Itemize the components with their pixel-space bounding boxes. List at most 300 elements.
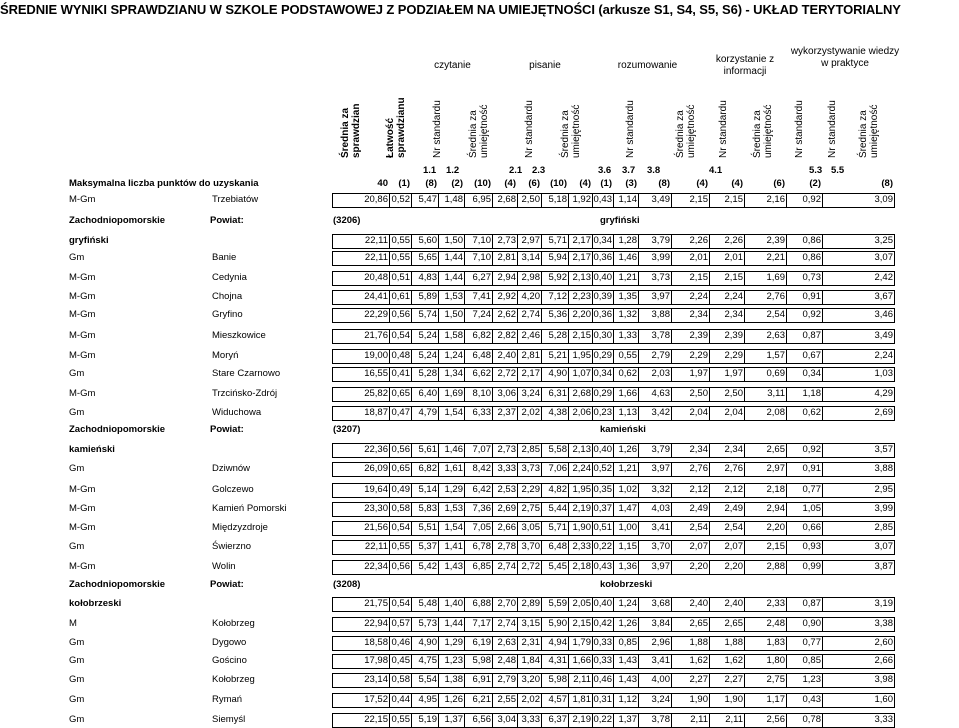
group-czytanie: czytanie: [434, 60, 471, 71]
gmina-name: Chojna: [212, 291, 243, 302]
value-cell: 1,12: [618, 694, 637, 705]
value-cell: 2,21: [766, 252, 785, 263]
summary-name: kołobrzeski: [69, 598, 122, 609]
value-cell: 2,11: [573, 674, 591, 685]
gmina-name: Dziwnów: [212, 463, 251, 474]
value-cell: 2,68: [572, 388, 591, 399]
value-cell: 2,18: [572, 561, 591, 572]
table-row: [0, 502, 959, 516]
gmina-type: M-Gm: [69, 194, 96, 205]
value-cell: 3,97: [651, 291, 670, 302]
value-cell: 3,46: [874, 309, 893, 320]
value-cell: 2,19: [572, 503, 591, 514]
value-cell: 5,37: [418, 541, 437, 552]
value-cell: 0,55: [391, 714, 410, 725]
value-cell: 2,12: [724, 484, 743, 495]
value-cell: 0,65: [391, 463, 410, 474]
header-srednia-wykorzystywanie: Średnia za umiejętność: [858, 104, 880, 158]
value-cell: 1,23: [802, 674, 821, 685]
table-row: [0, 540, 959, 554]
value-cell: 7,12: [548, 291, 567, 302]
value-cell: 0,51: [391, 272, 410, 283]
value-cell: 2,72: [497, 368, 516, 379]
value-cell: 2,04: [724, 407, 743, 418]
value-cell: 26,09: [364, 463, 388, 474]
header-latwosc: Łatwość sprawdzianu: [385, 97, 407, 158]
value-cell: 5,24: [418, 330, 437, 341]
value-cell: 1,24: [444, 350, 463, 361]
value-cell: 0,56: [391, 561, 410, 572]
value-cell: 1,40: [444, 598, 463, 609]
value-cell: 4,90: [418, 637, 437, 648]
gmina-name: Cedynia: [212, 272, 247, 283]
value-cell: 1,97: [689, 368, 708, 379]
region-name: Zachodniopomorskie: [69, 424, 166, 435]
value-cell: 0,23: [593, 407, 612, 418]
value-cell: 5,71: [548, 522, 567, 533]
value-cell: 1,14: [618, 194, 637, 205]
value-cell: 0,42: [593, 618, 612, 629]
value-cell: 2,40: [689, 598, 708, 609]
value-cell: 0,33: [593, 637, 612, 648]
summary-name: kamieński: [69, 444, 115, 455]
value-cell: 1,38: [444, 674, 463, 685]
value-cell: 6,31: [548, 388, 567, 399]
value-cell: 0,30: [593, 330, 612, 341]
value-cell: 5,36: [548, 309, 567, 320]
value-cell: 2,82: [497, 330, 516, 341]
value-cell: 21,56: [364, 522, 388, 533]
value-cell: 3,25: [874, 235, 893, 246]
value-cell: 3,15: [521, 618, 540, 629]
value-cell: 1,26: [618, 444, 637, 455]
value-cell: 2,48: [766, 618, 785, 629]
value-cell: 2,94: [497, 272, 516, 283]
value-cell: 2,24: [874, 350, 893, 361]
table-row: [0, 367, 959, 381]
gmina-type: Gm: [69, 407, 85, 418]
value-cell: 6,19: [472, 637, 491, 648]
value-cell: 2,94: [766, 503, 785, 514]
value-cell: 0,40: [593, 272, 612, 283]
value-cell: 8,42: [472, 463, 491, 474]
page-title: ŚREDNIE WYNIKI SPRAWDZIANU W SZKOLE PODSTAWOWEJ Z PODZIAŁEM NA UMIEJĘTNOŚCI (arkusze S1, S4, S5, S6) - UKŁAD TERYTORIALNY: [0, 2, 901, 17]
value-cell: 0,55: [391, 541, 410, 552]
value-cell: 2,76: [724, 463, 743, 474]
value-cell: 3,33: [874, 714, 893, 725]
value-cell: 3,57: [874, 444, 893, 455]
value-cell: 2,15: [572, 618, 591, 629]
value-cell: 2,26: [724, 235, 743, 246]
value-cell: 1,03: [874, 368, 893, 379]
value-cell: 3,84: [651, 618, 670, 629]
value-cell: 2,42: [874, 272, 893, 283]
value-cell: 0,47: [391, 407, 410, 418]
value-cell: 1,62: [689, 655, 708, 666]
gmina-type: M-Gm: [69, 522, 96, 533]
value-cell: 2,13: [572, 444, 591, 455]
gmina-name: Trzebiatów: [212, 194, 259, 205]
value-cell: 0,56: [391, 309, 410, 320]
value-cell: 2,40: [724, 598, 743, 609]
value-cell: 3,78: [651, 330, 670, 341]
value-cell: 2,70: [497, 598, 516, 609]
value-cell: 2,39: [766, 235, 785, 246]
value-cell: 22,11: [364, 541, 388, 552]
table-row: [0, 290, 959, 304]
header-nr-standardu-wykorzystywanie-2: Nr standardu: [827, 100, 838, 158]
value-cell: 22,29: [364, 309, 388, 320]
value-cell: 3,42: [651, 407, 670, 418]
value-cell: 0,22: [593, 714, 612, 725]
value-cell: (4): [696, 178, 708, 189]
value-cell: 1,88: [724, 637, 743, 648]
value-cell: 40: [377, 178, 388, 189]
value-cell: 1,79: [572, 637, 591, 648]
table-row: [0, 654, 959, 668]
value-cell: 1,97: [724, 368, 743, 379]
value-cell: 16,55: [364, 368, 388, 379]
value-cell: 2,15: [689, 194, 708, 205]
value-cell: 1,41: [444, 541, 463, 552]
value-cell: 17,52: [364, 694, 388, 705]
value-cell: 21,75: [364, 598, 388, 609]
value-cell: 2,26: [689, 235, 708, 246]
value-cell: 5,21: [548, 350, 567, 361]
value-cell: 2,01: [689, 252, 708, 263]
value-cell: 2,15: [572, 330, 591, 341]
value-cell: 2,08: [766, 407, 785, 418]
gmina-type: M-Gm: [69, 272, 96, 283]
value-cell: 0,41: [391, 368, 410, 379]
value-cell: 4,31: [548, 655, 567, 666]
gmina-type: M-Gm: [69, 309, 96, 320]
value-cell: 0,87: [802, 598, 821, 609]
code-1-1: 1.1: [423, 165, 437, 176]
value-cell: 2,56: [766, 714, 785, 725]
value-cell: 3,97: [651, 561, 670, 572]
value-cell: 0,31: [593, 694, 612, 705]
value-cell: 7,10: [472, 235, 491, 246]
value-cell: 2,65: [766, 444, 785, 455]
value-cell: (4): [731, 178, 743, 189]
value-cell: 0,52: [593, 463, 612, 474]
value-cell: 3,87: [874, 561, 893, 572]
value-cell: 1,60: [874, 694, 893, 705]
value-cell: 2,39: [689, 330, 708, 341]
value-cell: 4,29: [874, 388, 893, 399]
region-name: Zachodniopomorskie: [69, 215, 166, 226]
value-cell: 0,33: [593, 655, 612, 666]
value-cell: 1,66: [618, 388, 637, 399]
gmina-type: Gm: [69, 252, 85, 263]
value-cell: 5,59: [548, 598, 567, 609]
code-5-5: 5.5: [831, 165, 845, 176]
table-row: [0, 271, 959, 285]
value-cell: 1,88: [689, 637, 708, 648]
table-row: [0, 406, 959, 420]
value-cell: 1,90: [689, 694, 708, 705]
value-cell: 2,24: [724, 291, 743, 302]
powiat-row: [0, 214, 959, 228]
value-cell: 2,49: [724, 503, 743, 514]
value-cell: 2,89: [521, 598, 540, 609]
gmina-type: M-Gm: [69, 503, 96, 514]
value-cell: 5,51: [418, 522, 437, 533]
value-cell: 2,02: [521, 407, 540, 418]
value-cell: 1,50: [444, 235, 463, 246]
value-cell: 3,41: [651, 522, 670, 533]
value-cell: 3,33: [497, 463, 516, 474]
value-cell: 6,40: [418, 388, 437, 399]
value-cell: 2,29: [521, 484, 540, 495]
value-cell: 2,24: [689, 291, 708, 302]
summary-name: gryfiński: [69, 235, 109, 246]
header-nr-standardu-korzystanie: Nr standardu: [718, 100, 729, 158]
value-cell: (10): [550, 178, 567, 189]
value-cell: 5,65: [418, 252, 437, 263]
gmina-name: Widuchowa: [212, 407, 262, 418]
value-cell: 0,36: [593, 309, 612, 320]
code-2-3: 2.3: [532, 165, 546, 176]
group-pisanie: pisanie: [529, 60, 561, 71]
value-cell: 0,52: [391, 194, 410, 205]
value-cell: 23,14: [364, 674, 388, 685]
value-cell: 2,66: [497, 522, 516, 533]
value-cell: 1,61: [444, 463, 463, 474]
value-cell: 25,82: [364, 388, 388, 399]
value-cell: 5,45: [548, 561, 567, 572]
value-cell: 2,19: [572, 714, 591, 725]
value-cell: 0,86: [802, 235, 821, 246]
value-cell: 0,67: [802, 350, 821, 361]
value-cell: 2,79: [651, 350, 670, 361]
value-cell: 1,34: [444, 368, 463, 379]
gmina-name: Golczewo: [212, 484, 254, 495]
value-cell: 1,15: [618, 541, 637, 552]
gmina-type: Gm: [69, 714, 85, 725]
max-points-row: [0, 177, 959, 191]
powiat-label: Powiat:: [210, 424, 244, 435]
value-cell: 3,32: [651, 484, 670, 495]
value-cell: 2,15: [766, 541, 785, 552]
powiat-row: [0, 578, 959, 592]
value-cell: 1,95: [572, 484, 591, 495]
value-cell: 19,64: [364, 484, 388, 495]
value-cell: 1,44: [444, 252, 463, 263]
value-cell: 2,23: [572, 291, 591, 302]
value-cell: 1,17: [766, 694, 785, 705]
value-cell: 0,43: [593, 194, 612, 205]
value-cell: (4): [504, 178, 516, 189]
value-cell: 1,28: [618, 235, 637, 246]
value-cell: 2,29: [689, 350, 708, 361]
value-cell: 7,05: [472, 522, 491, 533]
value-cell: 4,75: [418, 655, 437, 666]
value-cell: 2,55: [497, 694, 516, 705]
table-row: [0, 483, 959, 497]
value-cell: 0,86: [802, 252, 821, 263]
value-cell: 2,37: [497, 407, 516, 418]
value-cell: (8): [658, 178, 670, 189]
powiat-label: Powiat:: [210, 579, 244, 590]
value-cell: 0,92: [802, 194, 821, 205]
value-cell: 4,20: [521, 291, 540, 302]
value-cell: 0,34: [802, 368, 821, 379]
value-cell: 1,37: [618, 714, 637, 725]
value-cell: 3,98: [874, 674, 893, 685]
value-cell: 5,94: [548, 252, 567, 263]
gmina-type: Gm: [69, 368, 85, 379]
value-cell: 6,56: [472, 714, 491, 725]
value-cell: 2,15: [689, 272, 708, 283]
value-cell: 7,41: [472, 291, 491, 302]
value-cell: 6,82: [472, 330, 491, 341]
value-cell: 1,62: [724, 655, 743, 666]
value-cell: 2,34: [724, 309, 743, 320]
table-row: [0, 673, 959, 687]
value-cell: 3,07: [874, 252, 893, 263]
value-cell: 5,19: [418, 714, 437, 725]
header-srednia-rozumowanie: Średnia za umiejętność: [675, 104, 697, 158]
value-cell: 3,88: [874, 463, 893, 474]
table-row: [0, 349, 959, 363]
code-5-3: 5.3: [809, 165, 823, 176]
value-cell: 2,50: [724, 388, 743, 399]
powiat-name: gryfiński: [600, 215, 640, 226]
powiat-code: (3207): [333, 424, 361, 435]
value-cell: 2,96: [651, 637, 670, 648]
powiat-summary-row: [0, 443, 959, 457]
value-cell: 3,49: [651, 194, 670, 205]
value-cell: 8,10: [472, 388, 491, 399]
value-cell: 2,01: [724, 252, 743, 263]
value-cell: 5,24: [418, 350, 437, 361]
value-cell: 7,24: [472, 309, 491, 320]
value-cell: 5,47: [418, 194, 437, 205]
value-cell: 2,27: [724, 674, 743, 685]
gmina-type: Gm: [69, 463, 85, 474]
value-cell: 1,48: [444, 194, 463, 205]
value-cell: 2,54: [724, 522, 743, 533]
gmina-name: Siemyśl: [212, 714, 246, 725]
value-cell: 2,40: [497, 350, 516, 361]
gmina-name: Kołobrzeg: [212, 618, 255, 629]
header-nr-standardu-wykorzystywanie-1: Nr standardu: [794, 100, 805, 158]
value-cell: 4,79: [418, 407, 437, 418]
value-cell: 2,92: [497, 291, 516, 302]
gmina-name: Gryfino: [212, 309, 243, 320]
value-cell: 0,91: [802, 291, 821, 302]
value-cell: 1,69: [766, 272, 785, 283]
value-cell: 22,94: [364, 618, 388, 629]
value-cell: 3,73: [651, 272, 670, 283]
value-cell: 6,48: [472, 350, 491, 361]
table-row: [0, 462, 959, 476]
value-cell: 2,20: [724, 561, 743, 572]
gmina-name: Trzcińsko-Zdrój: [212, 388, 278, 399]
value-cell: 3,68: [651, 598, 670, 609]
value-cell: 1,24: [618, 598, 637, 609]
value-cell: 4,95: [418, 694, 437, 705]
value-cell: 0,48: [391, 350, 410, 361]
value-cell: 1,32: [618, 309, 637, 320]
value-cell: 5,89: [418, 291, 437, 302]
gmina-type: Gm: [69, 655, 85, 666]
value-cell: 0,43: [593, 561, 612, 572]
value-cell: 3,11: [767, 388, 785, 399]
value-cell: 2,74: [497, 561, 516, 572]
value-cell: 6,88: [472, 598, 491, 609]
code-3-8: 3.8: [647, 165, 661, 176]
gmina-type: M-Gm: [69, 561, 96, 572]
value-cell: 1,54: [444, 407, 463, 418]
value-cell: 4,63: [651, 388, 670, 399]
gmina-type: M-Gm: [69, 388, 96, 399]
value-cell: 2,65: [689, 618, 708, 629]
value-cell: (8): [881, 178, 893, 189]
value-cell: 2,46: [521, 330, 540, 341]
value-cell: 2,50: [521, 194, 540, 205]
value-cell: 0,99: [802, 561, 821, 572]
value-cell: 0,91: [802, 463, 821, 474]
value-cell: 5,98: [472, 655, 491, 666]
value-cell: 6,95: [472, 194, 491, 205]
gmina-name: Stare Czarnowo: [212, 368, 281, 379]
value-cell: 1,21: [618, 463, 637, 474]
value-cell: 3,06: [497, 388, 516, 399]
value-cell: 0,58: [391, 674, 410, 685]
group-rozumowanie: rozumowanie: [617, 60, 678, 71]
value-cell: 1,36: [618, 561, 637, 572]
value-cell: 1,18: [802, 388, 821, 399]
code-1-2: 1.2: [446, 165, 460, 176]
value-cell: 3,67: [874, 291, 893, 302]
value-cell: 0,37: [593, 503, 612, 514]
value-cell: 2,76: [689, 463, 708, 474]
gmina-name: Banie: [212, 252, 237, 263]
table-row: [0, 193, 959, 207]
gmina-type: M-Gm: [69, 484, 96, 495]
value-cell: (2): [451, 178, 463, 189]
code-2-1: 2.1: [509, 165, 523, 176]
value-cell: 2,69: [874, 407, 893, 418]
value-cell: 1,05: [802, 503, 821, 514]
value-cell: 0,54: [391, 598, 410, 609]
gmina-name: Międzyzdroje: [212, 522, 268, 533]
powiat-row: [0, 423, 959, 437]
powiat-summary-row: [0, 234, 959, 248]
value-cell: 1,43: [444, 561, 463, 572]
powiat-name: kamieński: [600, 424, 646, 435]
value-cell: 2,12: [689, 484, 708, 495]
value-cell: 1,83: [766, 637, 785, 648]
gmina-type: Gm: [69, 637, 85, 648]
value-cell: 2,39: [724, 330, 743, 341]
value-cell: 0,34: [593, 235, 612, 246]
value-cell: 2,66: [874, 655, 893, 666]
value-cell: 6,37: [548, 714, 567, 725]
value-cell: 2,17: [521, 368, 540, 379]
value-cell: 5,42: [418, 561, 437, 572]
gmina-name: Kamień Pomorski: [212, 503, 287, 514]
value-cell: 0,34: [593, 368, 612, 379]
value-cell: 1,33: [618, 330, 637, 341]
value-cell: 2,68: [497, 194, 516, 205]
value-cell: 5,18: [548, 194, 567, 205]
value-cell: 2,18: [766, 484, 785, 495]
value-cell: 0,93: [802, 541, 821, 552]
